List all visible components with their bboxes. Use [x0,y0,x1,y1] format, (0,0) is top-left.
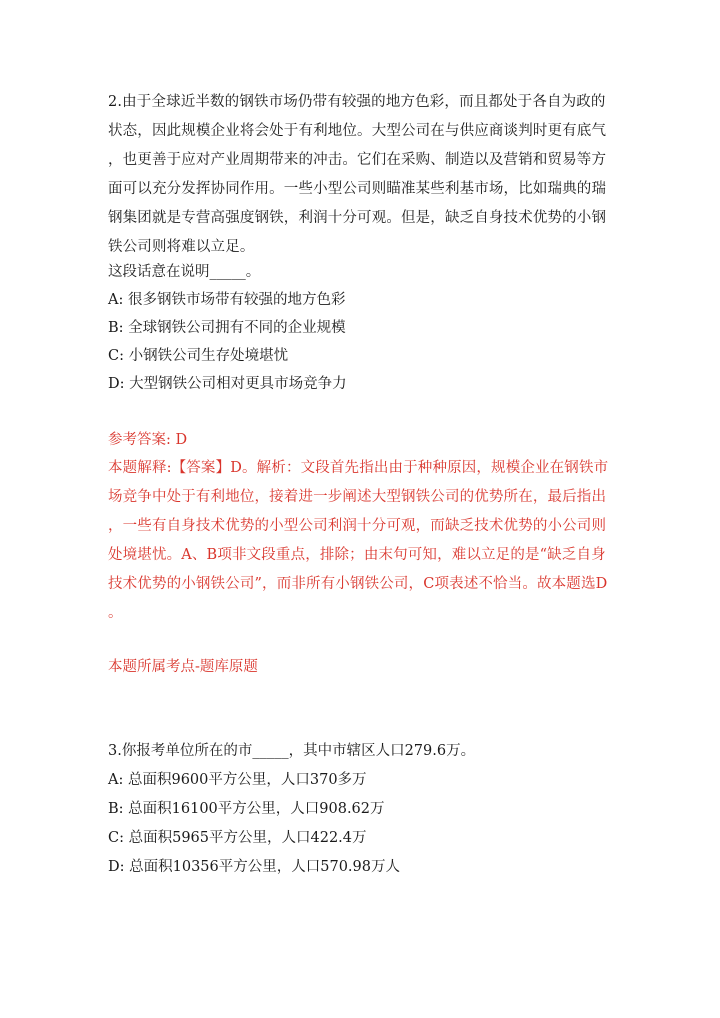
answer-block [108,426,620,454]
explanation-line: 。 [108,605,123,621]
topic-source [108,653,620,681]
option-c: C: 小钢铁公司生存处境堪忧 [108,348,289,364]
question-text: 3.你报考单位所在的市_____，其中市辖区人口279.6万。 [108,743,476,759]
option-a: A: 总面积9600平方公里，人口370多万 [108,772,367,788]
question-3 [108,737,620,765]
stem-line: 钢集团就是专营高强度钢铁，利润十分可观。但是，缺乏自身技术优势的小钢 [108,210,607,226]
option-b: B: 总面积16100平方公里，人口908.62万 [108,801,385,817]
question-2-options [108,286,620,398]
question-text: 这段话意在说明_____。 [108,264,261,280]
question-2-stem [108,88,620,262]
stem-line: 2.由于全球近半数的钢铁市场仍带有较强的地方色彩，而且都处于各自为政的 [108,94,606,110]
question-3-options [108,766,620,882]
topic-label: 本题所属考点-题库原题 [108,659,258,675]
explanation-line: 场竞争中处于有利地位，接着进一步阐述大型钢铁公司的优势所在，最后指出 [108,489,607,505]
stem-line: 铁公司则将难以立足。 [108,239,255,255]
explanation-line: 技术优势的小钢铁公司”，而非所有小钢铁公司，C项表述不恰当。故本题选D [108,576,608,592]
option-d: D: 大型钢铁公司相对更具市场竞争力 [108,376,347,392]
explanation-line: 本题解释:【答案】D。解析：文段首先指出由于种种原因，规模企业在钢铁市 [108,460,609,476]
reference-answer: 参考答案: D [108,432,188,448]
question-2-prompt [108,258,620,286]
explanation-line: 处境堪忧。A、B项非文段重点，排除；由末句可知，难以立足的是“缺乏自身 [108,547,606,563]
stem-line: ，也更善于应对产业周期带来的冲击。它们在采购、制造以及营销和贸易等方 [108,152,607,168]
explanation-block [108,454,620,628]
option-d: D: 总面积10356平方公里，人口570.98万人 [108,859,400,875]
option-a: A: 很多钢铁市场带有较强的地方色彩 [108,292,346,308]
stem-line: 面可以充分发挥协同作用。一些小型公司则瞄准某些利基市场，比如瑞典的瑞 [108,181,607,197]
explanation-line: ，一些有自身技术优势的小型公司利润十分可观，而缺乏技术优势的小公司则 [108,518,607,534]
option-c: C: 总面积5965平方公里，人口422.4万 [108,830,367,846]
stem-line: 状态，因此规模企业将会处于有利地位。大型公司在与供应商谈判时更有底气 [108,123,607,139]
option-b: B: 全球钢铁公司拥有不同的企业规模 [108,320,346,336]
